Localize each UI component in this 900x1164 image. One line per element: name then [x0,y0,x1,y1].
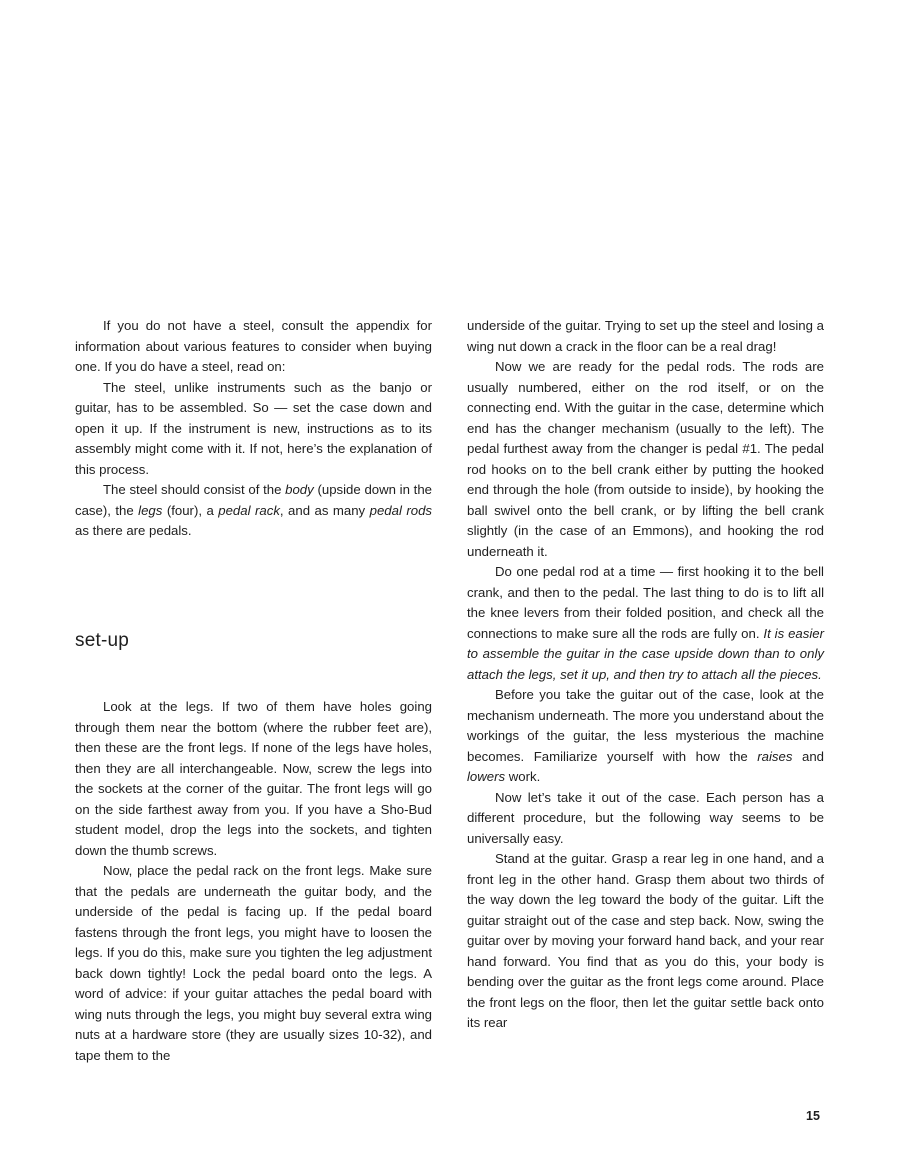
text-run: (four), a [162,502,219,518]
paragraph [467,357,824,562]
text-run: The steel, unlike instruments such as the banjo or guitar, has to be assembled. So — set the case down and open it up. If the instrument is new, instructions as to its assembly might come with it. If not, here’s the explanation of this process. [75,379,432,477]
page-number: 15 [806,1109,820,1123]
paragraph [75,316,432,378]
paragraph [75,378,432,481]
text-run: Before you take the guitar out of the case, look at the mechanism underneath. The more you understand about the workings of the guitar, the less mysterious the machine becomes. Familiarize yourself with how the [467,687,824,764]
italic-text: body [285,482,314,497]
text-run: as there are pedals. [75,523,192,538]
intro-text-block [75,316,432,542]
text-run: Now let’s take it out of the case. Each person has a different procedure, but the following way seems to be universally easy. [467,789,824,846]
text-run: Look at the legs. If two of them have holes going through them near the bottom (where the rubber feet are), then these are the front legs. If none of the legs have holes, then they are all interchangeable. Now, screw the legs into the sockets at the corner of the guitar. The front legs will go on the side farthest away from you. If you have a Sho-Bud student model, drop the legs into the sockets, and tighten down the thumb screws. [75,699,432,858]
italic-text: legs [138,502,163,518]
paragraph [467,849,824,1034]
paragraph [75,480,432,542]
paragraph [467,685,824,788]
text-run: Do one pedal rod at a time — first hooking it to the bell crank, and then to the pedal. The last thing to do is to lift all the knee levers from their folded position, and check all the connections to make sure all the rods are fully on. [467,564,824,641]
section-heading: set-up [75,630,130,651]
italic-text: It is easier to assemble the guitar in the case upside down than to only attach the legs, set it up, and then try to attach all the pieces. [467,625,824,682]
paragraph [467,562,824,685]
text-run: Now, place the pedal rack on the front legs. Make sure that the pedals are underneath the guitar body, and the underside of the pedal is facing up. If the pedal board fastens through the front legs, you might have to loosen the legs. If you do this, make sure you tighten the leg adjustment back down tightly! Lock the pedal board onto the legs. A word of advice: if your guitar attaches the pedal board with wing nuts through the legs, you might buy several extra wing nuts at a hardware store (they are usually sizes 10-32), and tape them to the [75,863,432,1063]
text-run: (upside down in the case), the [75,482,432,518]
text-run: underside of the guitar. Trying to set up the steel and losing a wing nut down a crack in the floor can be a real drag! [467,318,824,354]
text-run: and [792,748,825,764]
text-run: work. [505,769,541,784]
italic-text: raises [757,748,793,764]
paragraph [75,861,432,1066]
italic-text: lowers [467,769,506,784]
italic-text: pedal rack [218,502,280,518]
paragraph [75,697,432,861]
text-run: , and as many [279,502,370,518]
text-run: The steel should consist of the [103,482,286,497]
paragraph [467,316,824,357]
text-run: Now we are ready for the pedal rods. The rods are usually numbered, either on the rod itself, or on the connecting end. With the guitar in the case, determine which end has the changer mechanism (usually to the left). The pedal furthest away from the changer is pedal #1. The pedal rod hooks on to the bell crank either by putting the hooked end through the hole (from outside to inside), by hooking the ball swivel onto the bell crank, or by lifting the bell crank slightly (in the case of an Emmons), and hooking the rod underneath it. [467,359,824,559]
paragraph [467,788,824,850]
italic-text: pedal rods [369,502,432,518]
text-run: Stand at the guitar. Grasp a rear leg in one hand, and a front leg in the other hand. Grasp them about two thirds of the way down the leg toward the body of the guitar. Lift the guitar straight out of the case and step back. Now, swing the guitar over by moving your forward hand back, and your rear hand forward. You find that as you do this, your body is bending over the guitar as the front legs come around. Place the front legs on the floor, then let the guitar settle back onto its rear [467,851,824,1030]
text-run: If you do not have a steel, consult the appendix for information about various features to consider when buying one. If you do have a steel, read on: [75,318,432,374]
right-column [467,316,824,1034]
setup-text-block [75,697,432,1066]
